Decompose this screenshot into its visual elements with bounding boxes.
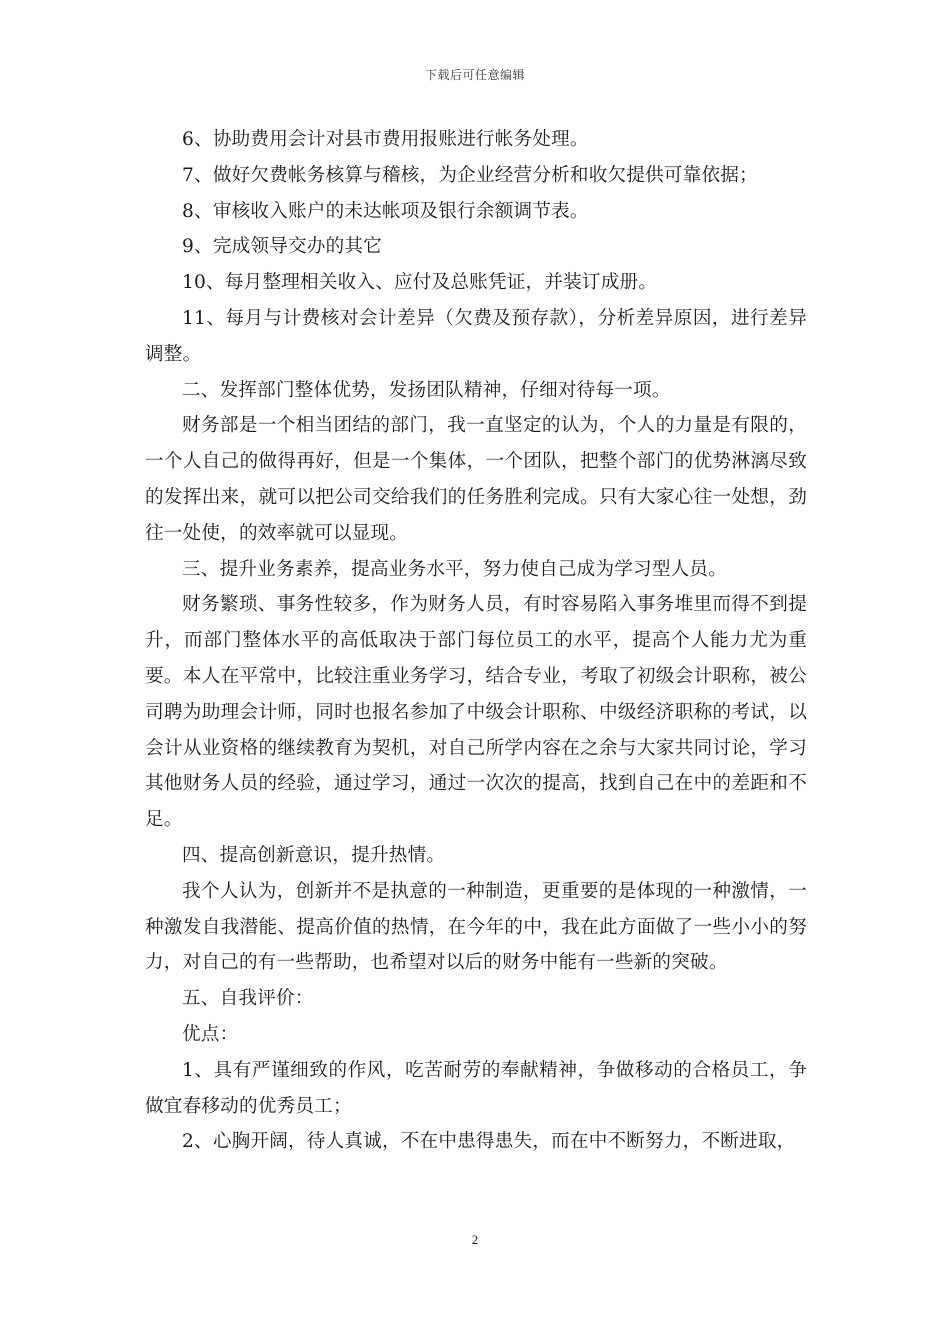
paragraph: 2、心胸开阔，待人真诚，不在中患得患失，而在中不断努力，不断进取，: [182, 1131, 796, 1153]
paragraph: 10、每月整理相关收入、应付及总账凭证，并装订成册。: [182, 272, 658, 294]
page-header: 下载后可任意编辑: [424, 68, 525, 82]
paragraph: 1、具有严谨细致的作风，吃苦耐劳的奉献精神，争做移动的合格员工，争做宜春移动的优秀员工；: [145, 1059, 807, 1117]
paragraph: 7、做好欠费帐务核算与稽核，为企业经营分析和收欠提供可靠依据；: [182, 164, 758, 186]
subheading: 优点：: [182, 1023, 239, 1045]
paragraph: 财务部是一个相当团结的部门，我一直坚定的认为，个人的力量是有限的，一个人自己的做得再好，但是一个集体，一个团队，把整个部门的优势淋漓尽致的发挥出来，就可以把公司交给我们的任务胜利完成。只有大家心往一处想，劲往一处使，的效率就可以显现。: [145, 415, 807, 544]
section-heading: 四、提高创新意识，提升热情。: [182, 844, 446, 866]
paragraph: 我个人认为，创新并不是执意的一种制造，更重要的是体现的一种激情，一种激发自我潜能、提高价值的热情，在今年的中，我在此方面做了一些小小的努力，对自己的有一些帮助，也希望对以后的财务中能有一些新的突破。: [145, 880, 807, 974]
section-heading: 三、提升业务素养，提高业务水平，努力使自己成为学习型人员。: [182, 558, 728, 580]
paragraph: 6、协助费用会计对县市费用报账进行帐务处理。: [182, 129, 589, 150]
page-number: 2: [471, 1232, 479, 1247]
paragraph: 9、完成领导交办的其它: [182, 236, 382, 258]
section-heading: 五、自我评价：: [182, 988, 314, 1010]
paragraph: 财务繁琐、事务性较多，作为财务人员，有时容易陷入事务堆里而得不到提升，而部门整体水平的高低取决于部门每位员工的水平，提高个人能力尤为重要。本人在平常中，比较注重业务学习，结合专业，考取了初级会计职称，被公司聘为助理会计师，同时也报名参加了中级会计职称、中级经济职称的考试，以会计从业资格的继续教育为契机，对自己所学内容在之余与大家共同讨论，学习其他财务人员的经验，通过学习，通过一次次的提高，找到自己在中的差距和不足。: [145, 594, 807, 831]
document-body: [145, 122, 807, 1160]
paragraph: 8、审核收入账户的未达帐项及银行余额调节表。: [182, 200, 589, 222]
section-heading: 二、发挥部门整体优势，发扬团队精神，仔细对待每一项。: [182, 379, 671, 401]
paragraph: 11、每月与计费核对会计差异（欠费及预存款），分析差异原因，进行差异调整。: [145, 307, 807, 365]
